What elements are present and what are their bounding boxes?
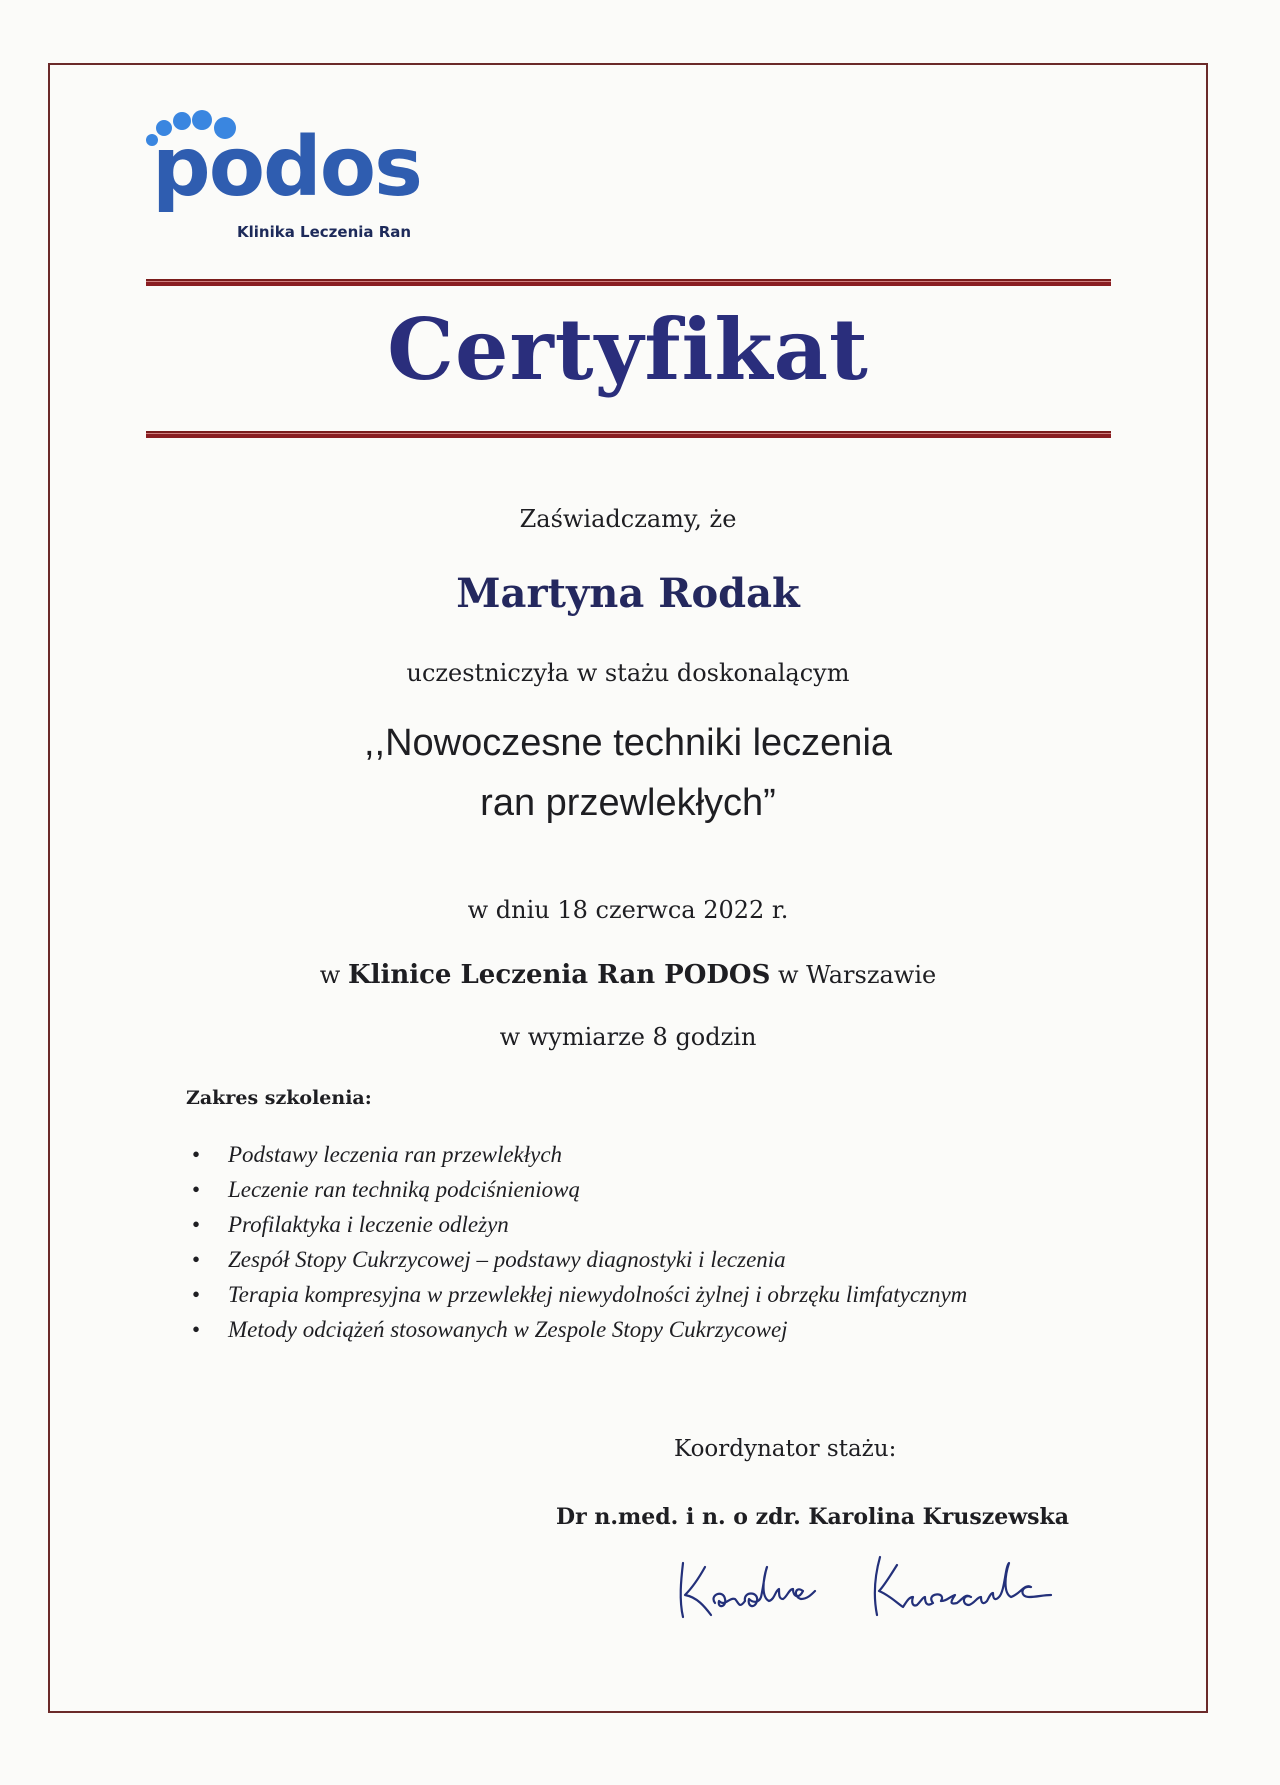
list-item: • Podstawy leczenia ran przewlekłych bbox=[228, 1137, 1146, 1172]
duration-line: w wymiarze 8 godzin bbox=[499, 1023, 757, 1051]
scope-label: Zakres szkolenia: bbox=[186, 1087, 372, 1109]
location-prefix: w bbox=[319, 961, 348, 989]
list-item: • Zespół Stopy Cukrzycowej – podstawy diagnostyki i leczenia bbox=[228, 1242, 1146, 1277]
logo-subtitle: Klinika Leczenia Ran bbox=[237, 223, 412, 241]
location-line bbox=[48, 960, 1208, 990]
coordinator-name: Dr n.med. i n. o zdr. Karolina Kruszewska bbox=[556, 1504, 1070, 1530]
list-item: • Metody odciążeń stosowanych w Zespole Stopy Cukrzycowej bbox=[228, 1312, 1146, 1347]
logo-brand: podos bbox=[152, 120, 421, 215]
recipient-name: Martyna Rodak bbox=[456, 570, 800, 617]
bottom-rule bbox=[146, 431, 1111, 438]
location-suffix: w Warszawie bbox=[770, 961, 937, 989]
handwritten-signature bbox=[675, 1545, 1085, 1625]
top-rule bbox=[146, 279, 1111, 286]
coordinator-label: Koordynator stażu: bbox=[674, 1436, 897, 1462]
course-title-line1: ,,Nowoczesne techniki leczenia bbox=[363, 722, 893, 764]
course-title-line2: ran przewlekłych” bbox=[480, 782, 776, 824]
participation-text: uczestniczyła w stażu doskonalącym bbox=[406, 659, 850, 687]
list-item: • Profilaktyka i leczenie odleżyn bbox=[228, 1207, 1146, 1242]
intro-text: Zaświadczamy, że bbox=[519, 505, 737, 533]
podos-logo bbox=[142, 108, 502, 248]
list-item: • Terapia kompresyjna w przewlekłej niewydolności żylnej i obrzęku limfatycznym bbox=[228, 1277, 1146, 1312]
certificate-title: Certyfikat bbox=[387, 300, 869, 399]
date-line: w dniu 18 czerwca 2022 r. bbox=[467, 896, 789, 924]
location-place: Klinice Leczenia Ran PODOS bbox=[347, 960, 771, 990]
list-item: • Leczenie ran techniką podciśnieniową bbox=[228, 1172, 1146, 1207]
scope-list bbox=[190, 1137, 1146, 1347]
